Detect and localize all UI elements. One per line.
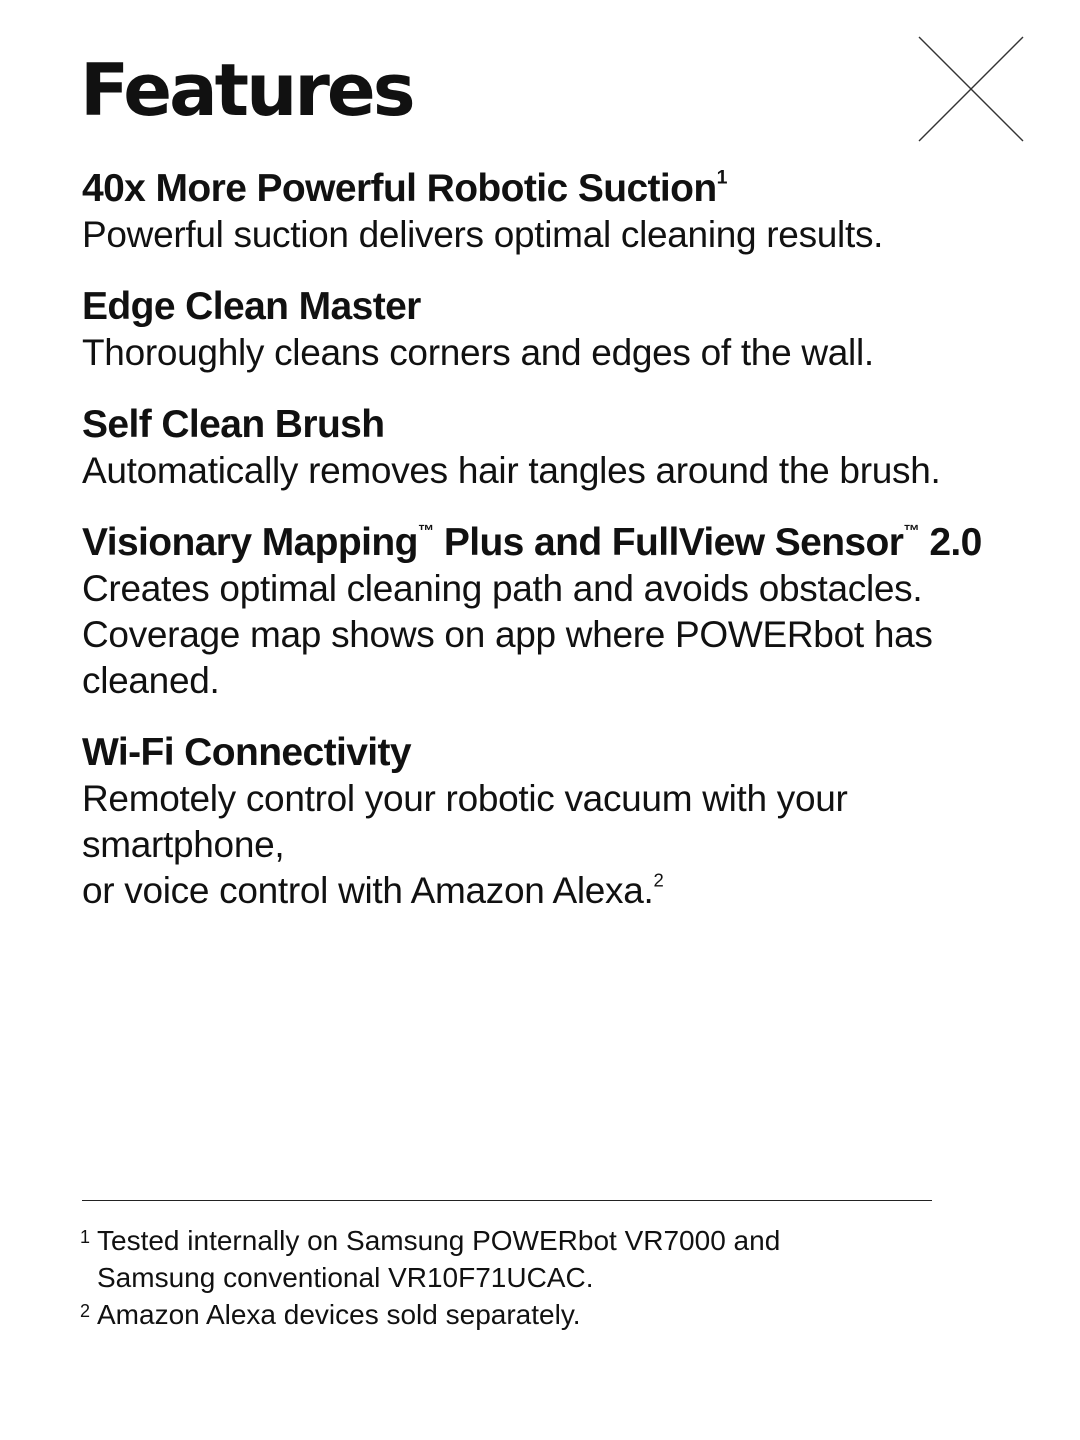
feature-description-line	[82, 868, 1042, 914]
footnote-divider	[82, 1200, 932, 1201]
feature-heading-text: 2.0	[919, 521, 982, 564]
feature-description-text: or voice control with Amazon Alexa.	[82, 870, 654, 911]
footnote-item	[80, 1296, 980, 1333]
feature-description	[82, 212, 1042, 258]
close-icon[interactable]	[918, 36, 1024, 142]
footnote-ref: 2	[653, 869, 664, 891]
trademark-symbol: ™	[903, 522, 920, 541]
feature-description-line: Coverage map shows on app where POWERbot has	[82, 614, 933, 655]
feature-heading	[82, 166, 1042, 212]
feature-heading: Wi-Fi Connectivity	[82, 731, 412, 774]
footnote-text	[97, 1222, 780, 1296]
trademark-symbol: ™	[417, 522, 434, 541]
feature-item-suction	[82, 166, 1042, 258]
footnote-item	[80, 1222, 980, 1296]
feature-description-line: Automatically removes hair tangles around the brush.	[82, 450, 941, 491]
feature-description	[82, 566, 1042, 704]
feature-item-edge-clean	[82, 284, 1042, 376]
footnote-mark: 2	[80, 1301, 91, 1321]
footnote-line: Samsung conventional VR10F71UCAC.	[97, 1262, 594, 1293]
feature-description-line: cleaned.	[82, 660, 220, 701]
feature-description-line: Remotely control your robotic vacuum with your	[82, 778, 848, 819]
footnotes	[80, 1222, 980, 1333]
feature-description	[82, 330, 1042, 376]
feature-heading-text: Plus and FullView Sensor	[433, 521, 904, 564]
footnote-line: Tested internally on Samsung POWERbot VR7000 and	[97, 1225, 781, 1256]
feature-heading: Self Clean Brush	[82, 403, 385, 446]
feature-heading-text: Visionary Mapping	[82, 521, 418, 564]
feature-description	[82, 776, 1042, 914]
feature-description-line: Creates optimal cleaning path and avoids obstacles.	[82, 568, 923, 609]
footnote-line: Amazon Alexa devices sold separately.	[97, 1299, 581, 1330]
feature-list	[82, 166, 1042, 940]
feature-description-line: Powerful suction delivers optimal cleaning results.	[82, 214, 884, 255]
footnote-ref: 1	[716, 166, 727, 189]
feature-description-line: smartphone,	[82, 824, 285, 865]
feature-heading	[82, 520, 1042, 566]
feature-description-line: Thoroughly cleans corners and edges of the wall.	[82, 332, 874, 373]
feature-description	[82, 448, 1042, 494]
footnote-mark: 1	[80, 1227, 91, 1247]
page-title: Features	[80, 48, 413, 132]
feature-heading-text: 40x More Powerful Robotic Suction	[82, 167, 717, 210]
feature-item-self-clean-brush	[82, 402, 1042, 494]
feature-item-visionary-mapping	[82, 520, 1042, 704]
feature-heading: Edge Clean Master	[82, 285, 421, 328]
footnote-text	[97, 1296, 581, 1333]
feature-item-wifi	[82, 730, 1042, 914]
